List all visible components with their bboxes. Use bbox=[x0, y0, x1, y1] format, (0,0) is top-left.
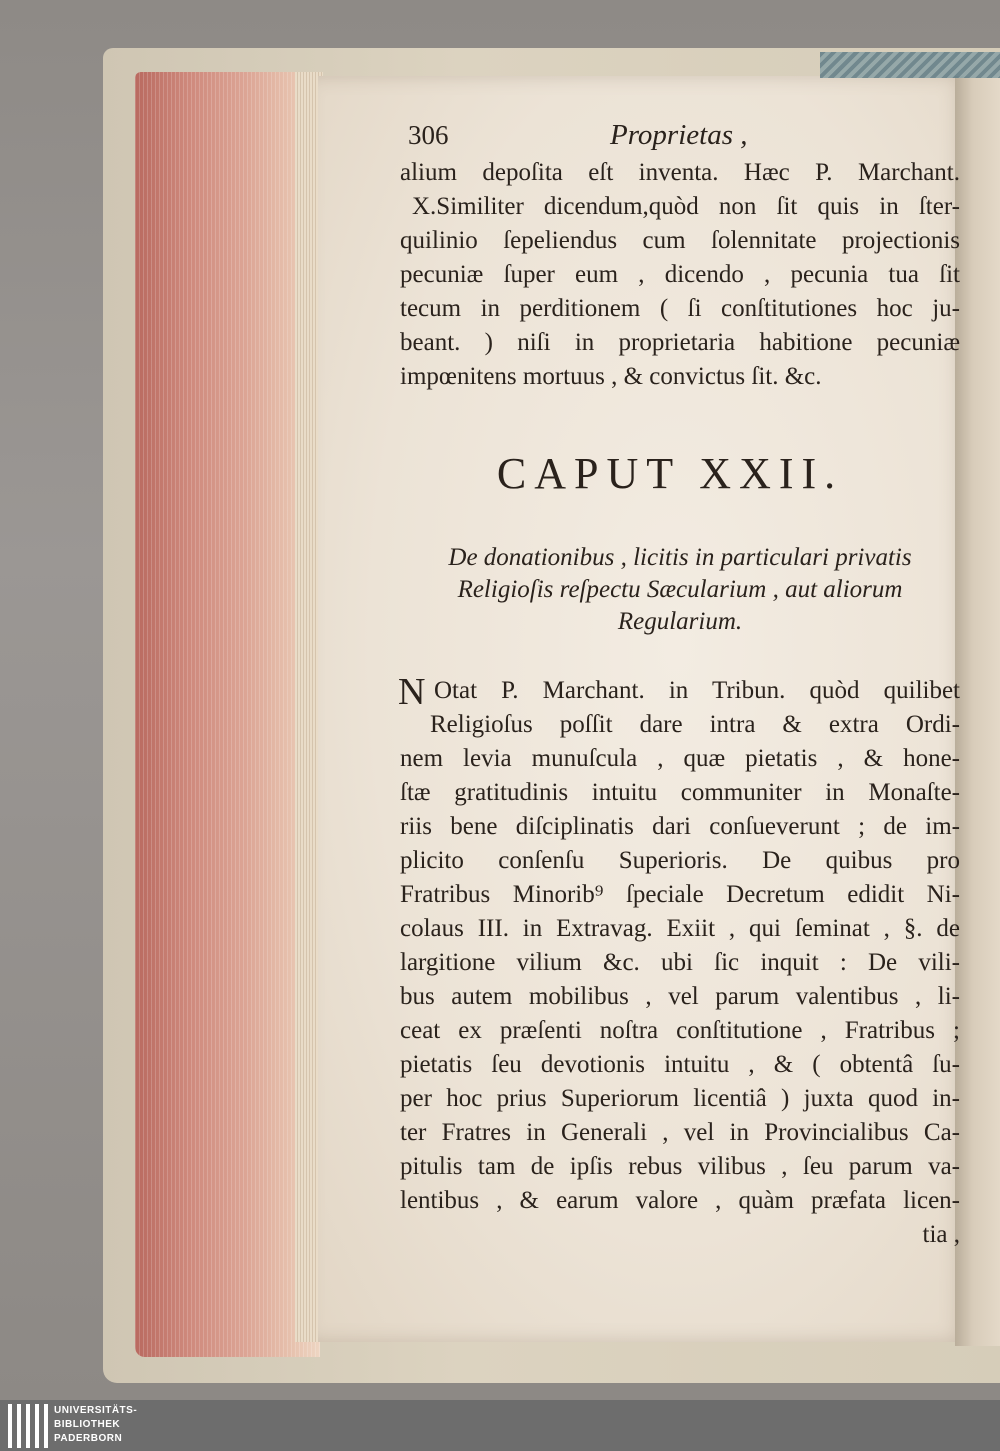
chapter-heading: CAPUT XXII. bbox=[496, 449, 844, 498]
subtitle-line: De donationibus , licitis in particulari privatis bbox=[448, 544, 912, 571]
text-line: alium depoſita eſt inventa. Hæc P. Marchant. bbox=[400, 159, 960, 186]
text-line: Religioſus poſſit dare intra & extra Ordi- bbox=[430, 711, 960, 738]
text-line: tia , bbox=[922, 1221, 960, 1248]
text-line: largitione vilium &c. ubi ſic inquit : De vili- bbox=[400, 949, 960, 976]
first-line bbox=[398, 671, 960, 713]
text-line: Otat P. Marchant. in Tribun. quòd quilibet bbox=[434, 677, 960, 704]
text-line: nem levia munuſcula , quæ pietatis , & hone- bbox=[400, 745, 960, 772]
text-line: ceat ex præſenti noſtra conſtitutione , Fratribus ; bbox=[400, 1017, 960, 1044]
text-line: ſtæ gratitudinis intuitu communiter in Monaſte- bbox=[400, 779, 960, 806]
page-text bbox=[400, 118, 960, 1252]
library-name bbox=[54, 1404, 137, 1446]
library-name-line: PADERBORN bbox=[54, 1433, 123, 1444]
book-gutter bbox=[955, 76, 1000, 1346]
text-line: colaus III. in Extravag. Exiit , qui ſeminat , §. de bbox=[400, 915, 960, 942]
text-line: bus autem mobilibus , vel parum valentibus , li- bbox=[400, 983, 960, 1010]
text-line: Fratribus Minorib⁹ ſpeciale Decretum edidit Ni- bbox=[400, 881, 960, 908]
library-logo-icon bbox=[8, 1404, 48, 1448]
text-line: plicito conſenſu Superioris. De quibus pro bbox=[400, 847, 960, 874]
text-line: lentibus , & earum valore , quàm præfata licen- bbox=[400, 1187, 960, 1214]
text-line: pietatis ſeu devotionis intuitu , & ( obtentâ ſu- bbox=[400, 1051, 960, 1078]
text-line: per hoc prius Superiorum licentiâ ) juxta quod in- bbox=[400, 1085, 960, 1112]
running-title: Proprietas , bbox=[610, 119, 748, 151]
running-head bbox=[400, 118, 960, 156]
text-line: impœnitens mortuus , & convictus ſit. &c. bbox=[400, 363, 822, 390]
page-number: 306 bbox=[408, 120, 449, 150]
text-line: riis bene diſciplinatis dari conſueverunt ; de im- bbox=[400, 813, 960, 840]
text-line: pitulis tam de ipſis rebus vilibus , ſeu parum va- bbox=[400, 1153, 960, 1180]
body-paragraph bbox=[398, 671, 960, 1252]
page-fore-edge bbox=[135, 72, 320, 1357]
text-line: ter Fratres in Generali , vel in Provincialibus Ca- bbox=[400, 1119, 960, 1146]
text-line: tecum in perditionem ( ſi conſtitutiones hoc ju- bbox=[400, 295, 960, 322]
intro-paragraph bbox=[400, 156, 960, 394]
text-line: quilinio ſepeliendus cum ſolennitate projectionis bbox=[400, 227, 960, 254]
text-line: beant. ) niſi in proprietaria habitione pecuniæ bbox=[400, 329, 960, 356]
text-line: pecuniæ ſuper eum , dicendo , pecunia tua ſit bbox=[400, 261, 960, 288]
subtitle-line: Regularium. bbox=[617, 608, 743, 635]
library-name-line: BIBLIOTHEK bbox=[54, 1419, 121, 1430]
subtitle-line: Religioſis reſpectu Sæcularium , aut aliorum bbox=[457, 576, 903, 603]
drop-cap: N bbox=[398, 671, 426, 713]
text-line: X.Similiter dicendum,quòd non ſit quis in ſter- bbox=[412, 193, 960, 220]
library-name-line: UNIVERSITÄTS- bbox=[54, 1405, 138, 1416]
bookmark-ribbon bbox=[820, 52, 1000, 78]
library-footer bbox=[0, 1400, 1000, 1451]
chapter-subtitle bbox=[400, 542, 960, 638]
